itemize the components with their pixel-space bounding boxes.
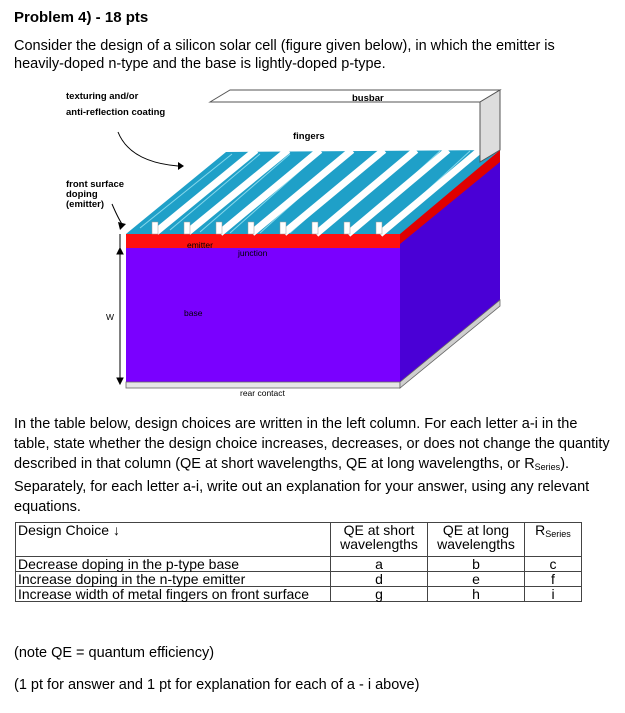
base-front-face: [126, 248, 400, 382]
table-row: [16, 557, 582, 572]
row-1-r: c: [525, 557, 582, 572]
table-row: [16, 587, 582, 602]
label-w: W: [106, 312, 115, 322]
emitter-front-face: [126, 234, 400, 248]
solar-cell-figure: [60, 88, 510, 398]
label-front-emitter: (emitter): [66, 199, 105, 210]
label-rear-contact: rear contact: [240, 388, 285, 398]
instructions-tail: ). Separately, for each letter a-i, write out an explanation for your answer, using any relevant equations.: [14, 456, 590, 515]
row-3-short: g: [331, 587, 428, 602]
label-emitter: emitter: [187, 240, 213, 250]
row-2-short: d: [331, 572, 428, 587]
table-header-row: [16, 523, 582, 557]
row-3-choice: Increase width of metal fingers on front surface: [16, 587, 331, 602]
solar-cell-diagram: [60, 88, 510, 394]
row-3-long: h: [428, 587, 525, 602]
label-front-doping: doping: [66, 189, 98, 200]
note-qe: (note QE = quantum efficiency): [14, 645, 215, 661]
label-arc: anti-reflection coating: [66, 107, 166, 118]
instructions-main: In the table below, design choices are written in the left column. For each letter a-i in the table, state whether the design choice increases, decreases, or does not change the quantity described in that column (QE at short wavelengths, QE at long wavelengths, or: [14, 416, 610, 472]
label-base: base: [184, 308, 203, 318]
row-2-choice: Increase doping in the n-type emitter: [16, 572, 331, 587]
instructions-paragraph: [14, 414, 614, 517]
r-series-symbol: $R_{Series}$: [524, 456, 561, 472]
header-qe-long: QE at long wavelengths: [428, 523, 525, 557]
header-design-choice: Design Choice ↓: [16, 523, 331, 557]
busbar-side: [480, 90, 500, 162]
problem-title: Problem 4) - 18 pts: [14, 9, 149, 26]
leader-arrow-doping: [118, 222, 126, 230]
header-r-series: $R_{Series}$: [525, 523, 582, 557]
label-texturing: texturing and/or: [66, 91, 139, 102]
label-busbar: busbar: [352, 93, 384, 104]
row-1-long: b: [428, 557, 525, 572]
label-fingers: fingers: [293, 131, 325, 142]
label-front-surface: front surface: [66, 179, 125, 190]
label-junction: junction: [238, 248, 268, 258]
table-row: [16, 572, 582, 587]
row-2-long: e: [428, 572, 525, 587]
note-points: (1 pt for answer and 1 pt for explanation for each of a - i above): [14, 677, 420, 693]
dimension-arrows: [117, 234, 123, 384]
problem-intro: Consider the design of a silicon solar cell (figure given below), in which the emitter is heavily-doped n-type and the base is lightly-doped p-type.: [14, 38, 555, 72]
header-qe-short: QE at short wavelengths: [331, 523, 428, 557]
row-1-choice: Decrease doping in the p-type base: [16, 557, 331, 572]
row-1-short: a: [331, 557, 428, 572]
row-2-r: f: [525, 572, 582, 587]
design-choice-table: [15, 522, 582, 602]
row-3-r: i: [525, 587, 582, 602]
leader-arrow-arc: [178, 162, 184, 170]
